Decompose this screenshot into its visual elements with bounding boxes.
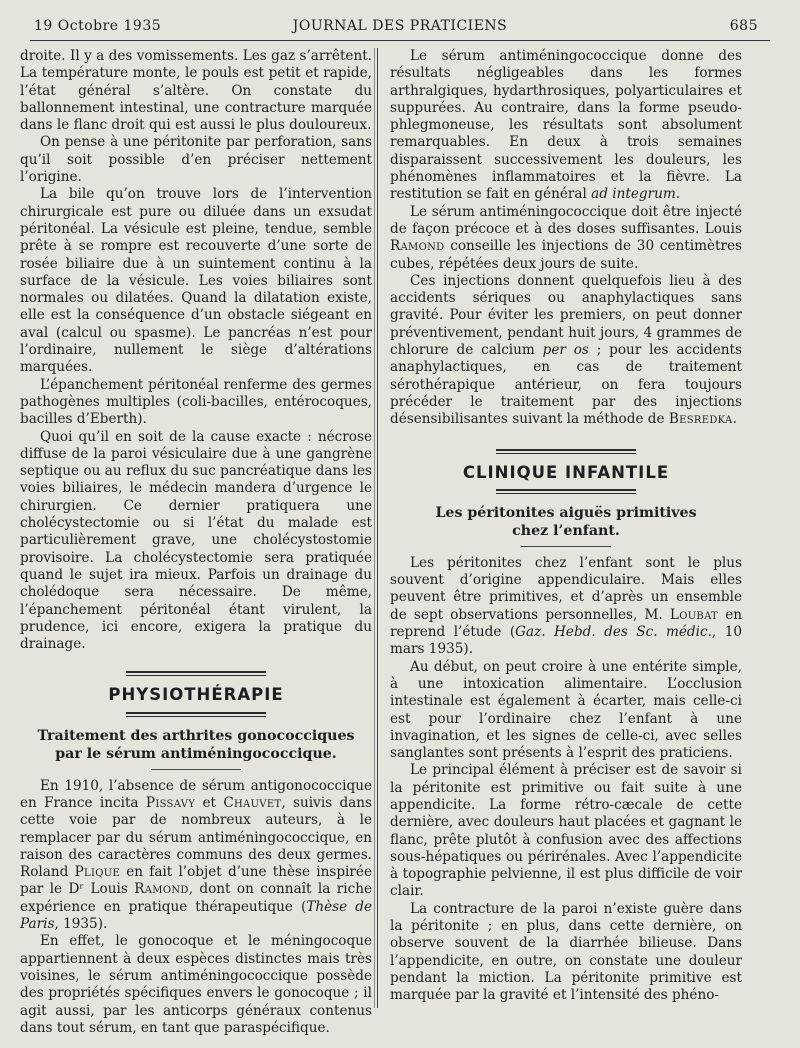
article-title-line: Les péritonites aiguës primitives	[435, 504, 697, 521]
author-name: Plique	[74, 864, 121, 881]
italic-phrase: per os	[542, 342, 589, 359]
header-date: 19 Octobre 1935	[34, 18, 162, 34]
article-title	[390, 504, 742, 540]
paragraph: En effet, le gonocoque et le méningocoque appartiennent à deux espèces distinctes mais très voisines, le sérum antiméningococcique possède des propriétés spécifiques envers le gonocoque ; il agit aussi, par les anticorps généraux contenus dans tout sérum, en tant que paraspécifique.	[20, 933, 372, 1036]
paragraph: Quoi qu’il en soit de la cause exacte : nécrose diffuse de la paroi vésiculaire due à une gangrène septique ou au reflux du suc pancréatique dans les voies biliaires, le médecin mandera d’urgence le chirurgien. Ce dernier pratiquera une cholécystectomie ou si l’état du malade est particulièrement grave, une cholécystostomie provisoire. La cholécystectomie sera pratiquée quand le sujet ira mieux. Parfois un drainage du cholédoque sera nécessaire. De même, l’épanchement péritonéal étant virulent, la prudence, ici encore, exigera la pratique du drainage.	[20, 428, 372, 653]
author-name: Ramond	[390, 238, 445, 255]
author-name: Pissavy	[145, 794, 196, 811]
paragraph: Le sérum antiméningococcique doit être injecté de façon précoce et à des doses suffisantes. Louis Ramond conseille les injections de 30 centimètres cubes, répétées deux jours de suite.	[390, 203, 742, 272]
paragraph: Le sérum antiméningococcique donne des résultats négligeables dans les formes arthralgiques, hydarthrosiques, polyarticulaires et suppurées. Au contraire, dans la forme pseudo-phlegmoneuse, les résultats sont absolument remarquables. En deux à trois semaines disparaissent successivement les douleurs, les phénomènes inflammatoires et la fièvre. La restitution se fait en général ad integrum.	[390, 48, 742, 203]
author-name: Chauvet	[223, 794, 282, 811]
left-column	[20, 48, 372, 1037]
paragraph: La contracture de la paroi n’existe guère dans la péritonite ; en plus, dans cette dernière, on observe souvent de la diarrhée bilieuse. Dans l’appendicite, en outre, on constate une douleur pendant la miction. La péritonite primitive est marquée par la gravité et l’intensité des phéno-	[390, 900, 742, 1004]
citation-title: Gaz. Hebd. des Sc. médic.	[515, 624, 712, 641]
paragraph: Au début, on peut croire à une entérite simple, à une intoxication alimentaire. L’occlusion intestinale est également à écarter, mais celle-ci est pour l’ordinaire chez l’enfant à une invagination, et les signes de celle-ci, avec selles sanglantes sont présents à l’esprit des praticiens.	[390, 658, 742, 762]
running-header	[30, 14, 770, 41]
right-column	[390, 48, 742, 1005]
citation-title: Thèse de Paris	[20, 898, 372, 933]
paragraph: La bile qu’on trouve lors de l’intervention chirurgicale est pure ou diluée dans un exsudat péritonéal. La vésicule est pleine, tendue, semble prête à se rompre est recouverte d’une sorte de rosée biliaire due à un suintement continu à la surface de la vésicule. Les voies biliaires sont normales ou dilatées. Quand la dilatation existe, elle est la conséquence d’un obstacle siégeant en aval (calcul ou spasme). Le pancréas n’est pour l’ordinaire, nullement le siège d’altérations marquées.	[20, 186, 372, 376]
italic-phrase: ad integrum	[591, 186, 676, 203]
section-title-physiotherapie: PHYSIOTHÉRAPIE	[108, 685, 284, 705]
author-name: Loubat	[669, 606, 719, 623]
article-title	[20, 727, 372, 763]
article-title-line: chez l’enfant.	[512, 522, 620, 539]
paragraph: Ces injections donnent quelquefois lieu à des accidents sériques ou anaphylactiques sans gravité. Pour éviter les premiers, on peut donner préventivement, pendant huit jours, 4 grammes de chlorure de calcium per os ; pour les accidents anaphylactiques, en cas de traitement sérothérapique antérieur, on fera toujours précéder le traitement par des injections désensibilisantes suivant la méthode de Besredka.	[390, 272, 742, 428]
title-rule	[521, 546, 611, 547]
author-name: Besredka	[668, 411, 733, 428]
title-rule	[151, 769, 241, 770]
paragraph: Les péritonites chez l’enfant sont le plus souvent d’origine appendiculaire. Mais elles peuvent être primitives, et d’après un ensemble de sept observations personnelles, M. Loubat en reprend l’étude (Gaz. Hebd. des Sc. médic., 10 mars 1935).	[390, 554, 742, 658]
article-title-line: Traitement des arthrites gonococciques	[37, 727, 355, 744]
header-page-number: 685	[729, 18, 758, 34]
paragraph: On pense à une péritonite par perforation, sans qu’il soit possible d’en préciser nettement l’origine.	[20, 134, 372, 186]
paragraph: Le principal élément à préciser est de savoir si la péritonite est primitive ou fait suite à une appendicite. La forme rétro-cæcale de cette dernière, avec douleurs haut placées et gagnant le flanc, prête plutôt à confusion avec des affections sous-hépatiques ou périrénales. Avec l’appendicite à topographie pelvienne, il est plus difficile de voir clair.	[390, 762, 742, 900]
header-journal-title: JOURNAL DES PRATICIENS	[292, 18, 508, 34]
section-rule	[496, 449, 636, 454]
author-name: Ramond	[134, 881, 189, 898]
section-rule	[126, 671, 266, 676]
section-title-clinique-infantile: CLINIQUE INFANTILE	[462, 462, 670, 482]
paragraph: droite. Il y a des vomissements. Les gaz s’arrêtent. La température monte, le pouls est petit et rapide, l’état général s’altère. On constate du ballonnement intestinal, une contracture marquée dans le flanc droit qui est aussi le plus douloureux.	[20, 48, 372, 134]
paragraph: L’épanchement péritonéal renferme des germes pathogènes multiples (coli-bacilles, entérocoques, bacilles d’Eberth).	[20, 376, 372, 428]
column-divider	[377, 48, 378, 1008]
paragraph: En 1910, l’absence de sérum antigonococcique en France incita Pissavy et Chauvet, suivis dans cette voie par de nombreux auteurs, à le remplacer par du sérum antiméningococcique, en raison des caractères communs des deux germes. Roland Plique en fait l’objet d’une thèse inspirée par le Dʳ Louis Ramond, dont on connaît la riche expérience en pratique thérapeutique (Thèse de Paris, 1935).	[20, 777, 373, 933]
article-title-line: par le sérum antiméningococcique.	[55, 745, 337, 762]
